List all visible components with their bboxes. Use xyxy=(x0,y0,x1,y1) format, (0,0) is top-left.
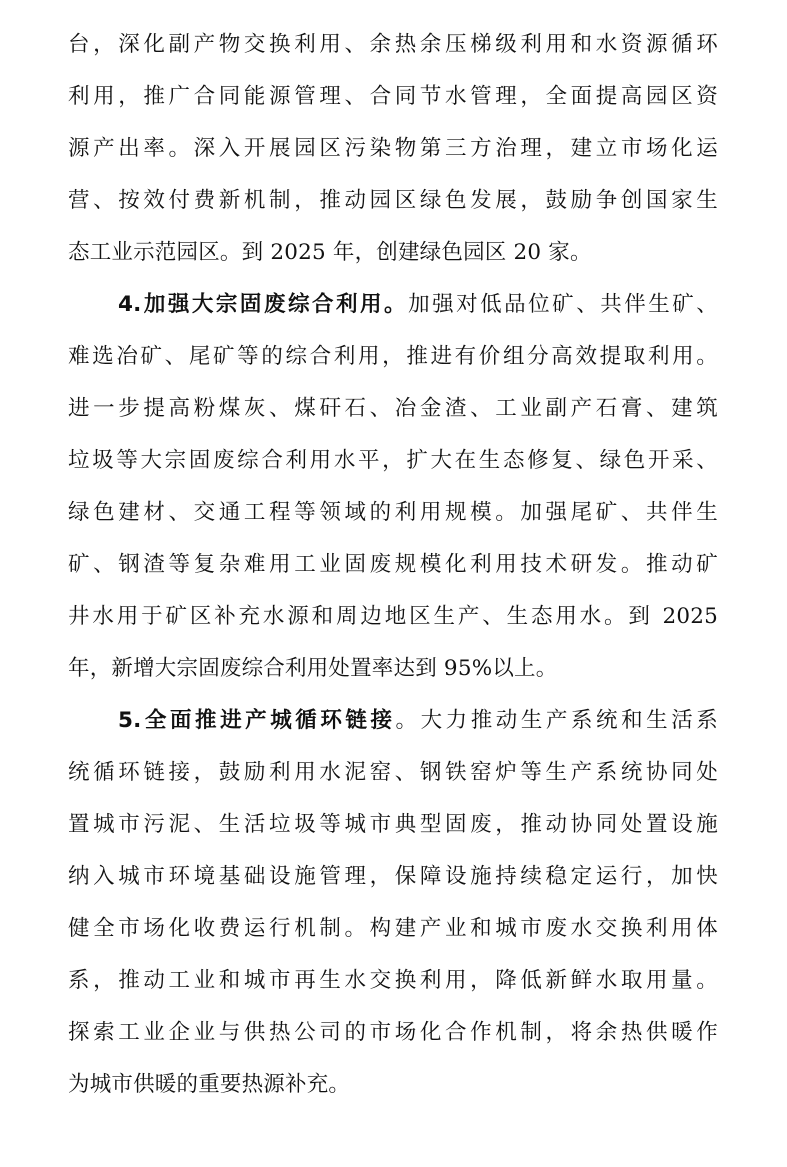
text-line: 纳入城市环境基础设施管理，保障设施持续稳定运行，加快 xyxy=(68,864,718,889)
text-line: 矿、钢渣等复杂难用工业固废规模化利用技术研发。推动矿 xyxy=(68,552,718,577)
text-line: 营、按效付费新机制，推动园区绿色发展，鼓励争创国家生 xyxy=(68,188,718,213)
text-line: 探索工业企业与供热公司的市场化合作机制，将余热供暖作 xyxy=(68,1020,718,1045)
text-line: 置城市污泥、生活垃圾等城市典型固废，推动协同处置设施 xyxy=(68,812,718,837)
paragraph-text: 加强对低品位矿、共伴生矿、 xyxy=(408,292,718,317)
text-line: 年，新增大宗固废综合利用处置率达到 95%以上。 xyxy=(68,656,558,681)
text-line: 井水用于矿区补充水源和周边地区生产、生态用水。到 2025 xyxy=(68,604,718,629)
text-line: 健全市场化收费运行机制。构建产业和城市废水交换利用体 xyxy=(68,916,718,941)
paragraph-text: 。大力推动生产系统和生活系 xyxy=(395,708,718,733)
text-line: 源产出率。深入开展园区污染物第三方治理，建立市场化运 xyxy=(68,136,718,161)
text-line: 垃圾等大宗固废综合利用水平，扩大在生态修复、绿色开采、 xyxy=(68,448,718,473)
text-line: 台，深化副产物交换利用、余热余压梯级利用和水资源循环 xyxy=(68,32,718,57)
text-line: 系，推动工业和城市再生水交换利用，降低新鲜水取用量。 xyxy=(68,968,718,993)
text-line: 为城市供暖的重要热源补充。 xyxy=(68,1072,351,1097)
text-line: 进一步提高粉煤灰、煤矸石、冶金渣、工业副产石膏、建筑 xyxy=(68,396,718,421)
paragraph-heading: 5.全面推进产城循环链接 xyxy=(118,708,396,733)
paragraph-first-line xyxy=(118,706,718,736)
text-line: 绿色建材、交通工程等领域的利用规模。加强尾矿、共伴生 xyxy=(68,500,718,525)
text-line: 统循环链接，鼓励利用水泥窑、钢铁窑炉等生产系统协同处 xyxy=(68,760,718,785)
text-line: 态工业示范园区。到 2025 年，创建绿色园区 20 家。 xyxy=(68,240,592,265)
paragraph-first-line xyxy=(118,290,718,320)
paragraph-heading: 4.加强大宗固废综合利用。 xyxy=(118,292,409,317)
text-line: 利用，推广合同能源管理、合同节水管理，全面提高园区资 xyxy=(68,84,718,109)
text-line: 难选冶矿、尾矿等的综合利用，推进有价组分高效提取利用。 xyxy=(68,344,718,369)
